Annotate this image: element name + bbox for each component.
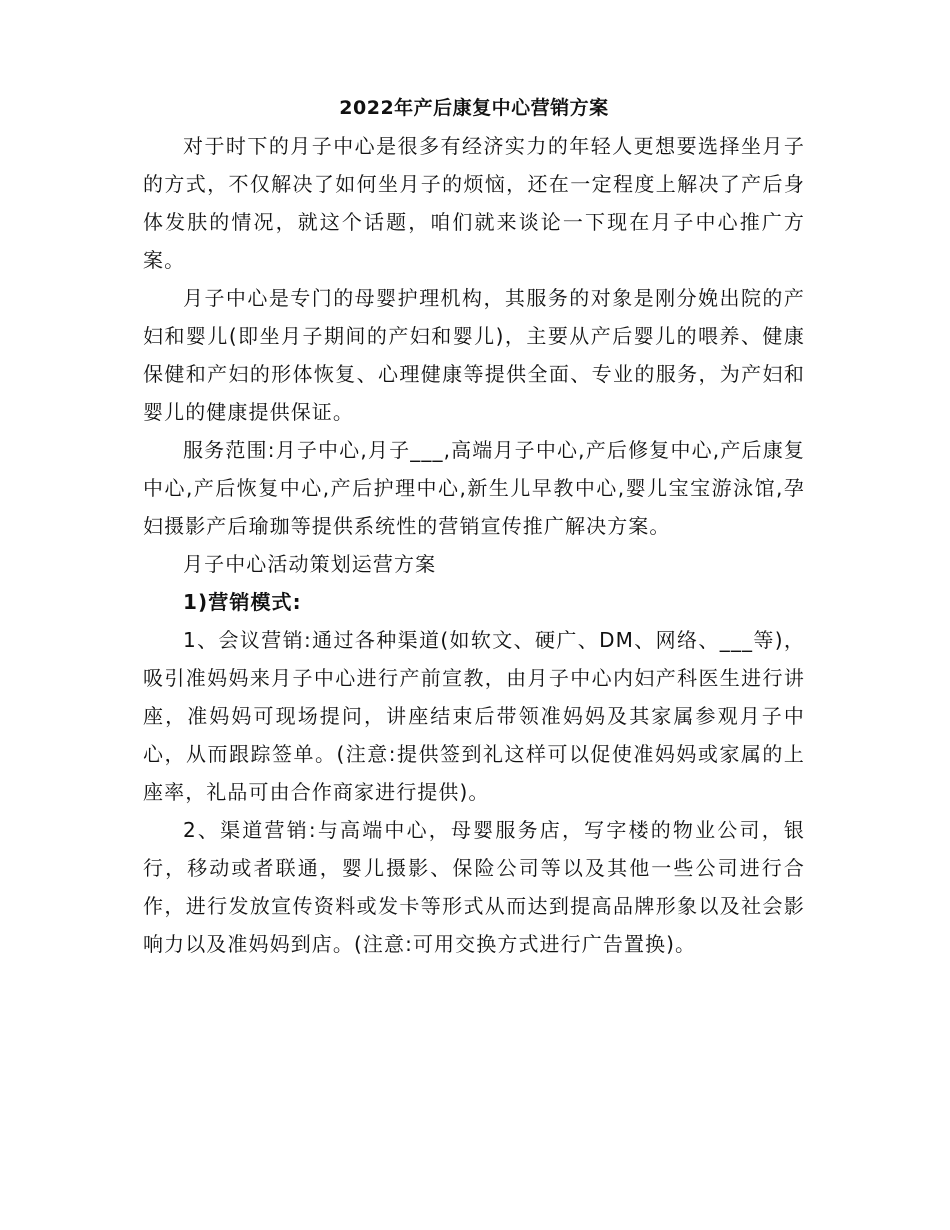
paragraph-intro: 对于时下的月子中心是很多有经济实力的年轻人更想要选择坐月子的方式，不仅解决了如何坐月子的烦恼，还在一定程度上解决了产后身体发肤的情况，就这个话题，咱们就来谈论一下现在月子中心推广方案。	[143, 134, 805, 272]
paragraph-plan-subtitle: 月子中心活动策划运营方案	[183, 552, 437, 576]
document-body	[143, 93, 805, 963]
paragraph-channel-marketing: 2、渠道营销:与高端中心，母婴服务店，写字楼的物业公司，银行，移动或者联通，婴儿摄影、保险公司等以及其他一些公司进行合作，进行发放宣传资料或发卡等形式从而达到提高品牌形象以及社会影响力以及准妈妈到店。(注意:可用交换方式进行广告置换)。	[143, 818, 805, 956]
paragraph-conference-marketing: 1、会议营销:通过各种渠道(如软文、硬广、DM、网络、___等)，吸引准妈妈来月子中心进行产前宣教，由月子中心内妇产科医生进行讲座，准妈妈可现场提问，讲座结束后带领准妈妈及其家属参观月子中心，从而跟踪签单。(注意:提供签到礼这样可以促使准妈妈或家属的上座率，礼品可由合作商家进行提供)。	[143, 628, 805, 804]
paragraph-definition: 月子中心是专门的母婴护理机构，其服务的对象是刚分娩出院的产妇和婴儿(即坐月子期间的产妇和婴儿)，主要从产后婴儿的喂养、健康保健和产妇的形体恢复、心理健康等提供全面、专业的服务，为产妇和婴儿的健康提供保证。	[143, 286, 805, 424]
paragraph-service-scope: 服务范围:月子中心,月子___,高端月子中心,产后修复中心,产后康复中心,产后恢复中心,产后护理中心,新生儿早教中心,婴儿宝宝游泳馆,孕妇摄影产后瑜珈等提供系统性的营销宣传推广解决方案。	[143, 438, 805, 538]
document-title: 2022年产后康复中心营销方案	[339, 97, 609, 119]
section-heading-marketing-mode: 1)营销模式:	[183, 590, 302, 614]
